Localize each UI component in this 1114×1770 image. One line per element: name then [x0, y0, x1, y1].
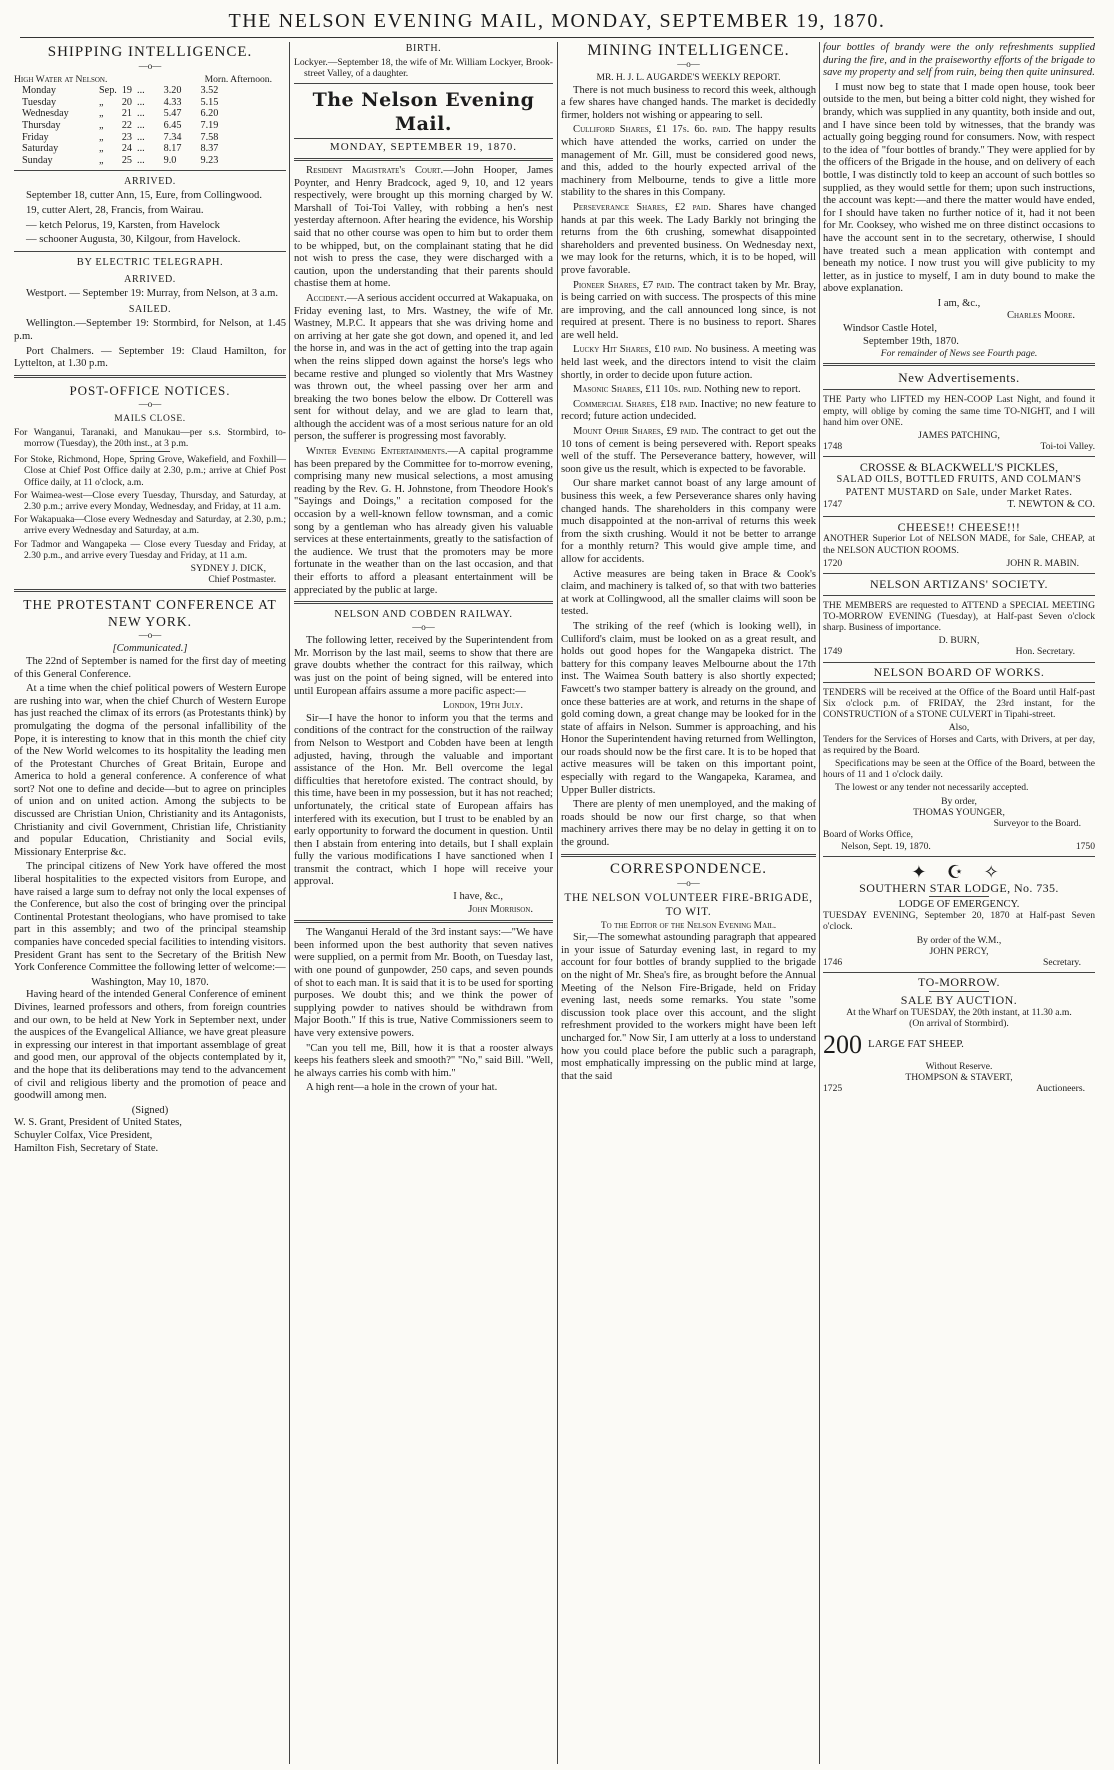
ad-role: Secretary. — [1043, 956, 1081, 968]
tide-cell: 20 — [121, 96, 133, 108]
share-paragraph — [561, 202, 816, 278]
tide-header-left: High Water at Nelson. — [14, 74, 108, 85]
ornament: —o— — [677, 59, 700, 69]
column-rule — [557, 42, 558, 1764]
board-of-works-ad — [823, 664, 1095, 852]
divider — [294, 158, 553, 161]
article-paragraph: Active measures are being taken in Brace & Cook's claim, and machinery is talked of, so that with two batteries at work at Collingwood, all the smaller claims will soon be tested. — [561, 568, 816, 618]
post-office-heading: POST-OFFICE NOTICES. — [69, 382, 231, 398]
ad-number: 1725 — [823, 1083, 843, 1095]
hen-coop-ad — [823, 394, 1095, 452]
article-paragraph: Having heard of the intended General Conference of eminent Divines, learned professors and others, from foreign countries and our own, to be held at New York in September next, under the auspices of the Evangelical Alliance, we have great pleasure in expressing our interest in that important assemblage of great and good men, our approval of the objects contemplated by it, and the hope that its deliberations may tend to the advancement of civil and religious liberty and the promotion of peace and goodwill among men. — [14, 989, 286, 1102]
ad-subheadline: LODGE OF EMERGENCY. — [898, 898, 1020, 910]
article-paragraph: The following letter, received by the Superintendent from Mr. Morrison by the last mail, seems to show that there are grave doubts whether the contract for this railway, which was just on the point of being signed, will be entered into until European affairs assume a more pacific aspect:— — [294, 635, 553, 697]
tide-cell: Sep. — [99, 85, 117, 97]
divider — [294, 920, 553, 923]
tide-cell: 21 — [121, 108, 133, 120]
tide-cell: Sunday — [22, 154, 53, 166]
arrival-entry: 19, cutter Alert, 28, Francis, from Wairau. — [26, 204, 204, 216]
tide-cell: Saturday — [22, 143, 59, 155]
signed-label: (Signed) — [131, 1104, 169, 1116]
article-paragraph: The striking of the reef (which is looking well), in Culliford's claim, must be looked on as a great result, and holds out good hopes for the Wangapeka district. The battery for this company leaves Melbourne about the 17th inst. The Waimea South battery is also shortly expected; Fawcett's two stamper battery is already on the ground, and once these batteries are at work, and returns in the shape of gold coming down, a great change may be looked for in the state of affairs in Nelson. Summer is approaching, and his Honor the Superintendent having returned from Wellington, our roads should now be the first care. It is to be hoped that active measures will be taken on this important point, especially with regard to the Wangapeka, Karamea, and Upper Buller districts. — [561, 620, 816, 796]
divider — [823, 662, 1095, 663]
divider — [823, 972, 1095, 973]
tide-cell: 7.34 — [163, 131, 182, 143]
share-lead: Pioneer Shares, £7 paid. — [573, 279, 675, 291]
letter-signature: Charles Moore. — [1006, 310, 1075, 322]
share-paragraph — [561, 384, 816, 397]
ad-headline: SOUTHERN STAR LODGE, No. 735. — [859, 880, 1059, 895]
nameplate: The Nelson Evening Mail. — [312, 89, 535, 136]
telegraph-entry: Westport. — September 19: Murray, from Nelson, at 3 a.m. — [26, 287, 279, 299]
share-text: Shares have changed hands at par this week. The Lady Barkly not bringing the returns from the 6th crushing, somewhat disappointed shareholders and prevented business. On Wednesday next, we may look for the returns, which, it is to be hoped, will prove favorable. — [561, 201, 816, 276]
letter-paragraph: Sir,—The somewhat astounding paragraph that appeared in your issue of Saturday evening last, in regard to my account for four bottles of brandy supplied to the brigade on the night of Mr. Shea's fire, as brought before the Annual Meeting of the Nelson Fire-Brigade, held on Friday evening last, needs some remarks. You state "some discussion took place over this account, and the slight refreshment provided to the workers might have been left uncharged for." Now Sir, I am utterly at a loss to understand how you could place before the public such a paragraph, most emphatically impressing on the public mind at large, that the said — [561, 932, 816, 1082]
ornament: —o— — [677, 877, 700, 888]
share-paragraph — [561, 124, 816, 200]
ad-signature: JOHN R. MABIN. — [1006, 557, 1079, 569]
signatory: Schuyler Colfax, Vice President, — [14, 1129, 153, 1141]
tide-cell: 3.20 — [163, 85, 182, 97]
divider — [823, 682, 1095, 683]
birth-heading: BIRTH. — [405, 43, 442, 54]
column-rule — [819, 42, 820, 1764]
nameplate-date: MONDAY, SEPTEMBER 19, 1870. — [329, 141, 518, 154]
letter-address: To the Editor of the Nelson Evening Mail. — [600, 920, 777, 931]
correspondence-heading: CORRESPONDENCE. — [609, 860, 768, 877]
communicated-note: [Communicated.] — [112, 643, 188, 655]
sheep-count: 200 — [823, 1029, 862, 1059]
telegraph-entry: Wellington.—September 19: Stormbird, for Nelson, at 1.45 p.m. — [14, 318, 286, 342]
postmaster-role: Chief Postmaster. — [208, 574, 276, 586]
rent-paragraph: A high rent—a hole in the crown of your hat. — [306, 1082, 498, 1094]
ad-signature: THOMAS YOUNGER, — [913, 806, 1005, 818]
divider — [294, 83, 553, 84]
divider — [823, 573, 1095, 574]
tide-cell: Thursday — [22, 119, 61, 131]
share-lead: Mount Ophir Shares, £9 paid. — [573, 426, 699, 438]
tide-header — [14, 74, 286, 85]
signatory: W. S. Grant, President of United States, — [14, 1117, 182, 1129]
divider — [14, 251, 286, 252]
share-lead: Culliford Shares, £1 17s. 6d. paid. — [573, 124, 731, 136]
postmaster-name: SYDNEY J. DICK, — [190, 562, 266, 574]
mail-notice: For Wakapuaka—Close every Wednesday and Saturday, at 2.30, p.m.; arrive every Wednesday and Saturday, at a.m. — [14, 514, 286, 537]
letter-dateline: London, 19th July. — [442, 700, 523, 712]
artizans-ad — [823, 578, 1095, 658]
ad-headline: CHEESE!! CHEESE!!! — [897, 519, 1021, 534]
tide-cell: 22 — [121, 119, 133, 131]
tide-cell: 6.45 — [163, 119, 182, 131]
ad-number: 1750 — [1075, 840, 1095, 852]
tide-row — [22, 97, 223, 109]
tide-row — [22, 120, 223, 132]
letter-paragraph: I must now beg to state that I made open house, took beer outside to the men, but being a bitter cold night, they wished for brandy, which was supplied in any quantity, both inside and out, and I have since been told by witnesses, that the brandy was actually going begging round for consumers. Now, with respect to the idea of "four bottles of brandy." They were applied for by the officers of the Brigade in the house, and on delivery of each bottle, I was distinctly told to keep an account of such bottles so supplied, as they would settle for them; upon such instructions, the account was kept:—and there the matter would have ended, for I should have taken no further notice of it, had it not been for Mr. Cooksey, who wished me on three distinct occasions to have the account sent in to the secretary, otherwise, I should have treated such a mean application with contempt and beneath my notice. I now trust you will give publicity to my letter, as in justice to myself, I am in duty bound to make the above explanation. — [823, 81, 1095, 295]
mail-notice: For Waimea-west—Close every Tuesday, Thursday, and Saturday, at 2.30 p.m.; arrive every Monday, Wednesday, and Friday, at 11 a.m. — [14, 489, 286, 512]
share-paragraph — [561, 344, 816, 382]
ad-address: Board of Works Office, — [823, 829, 913, 841]
tide-cell: 23 — [121, 131, 133, 143]
joke-paragraph: "Can you tell me, Bill, how it is that a rooster always keeps his feathers sleek and smooth?" "No," said Bill. "Well, he always carries his comb with him." — [294, 1042, 553, 1079]
mining-subheading: MR. H. J. L. AUGARDE'S WEEKLY REPORT. — [596, 73, 781, 83]
divider — [294, 601, 553, 604]
divider — [929, 896, 989, 897]
accident-paragraph — [294, 293, 553, 444]
ad-number: 1720 — [823, 557, 843, 569]
ad-text: The lowest or any tender not necessarily accepted. — [835, 782, 1029, 794]
tide-cell: „ — [99, 143, 104, 155]
railway-heading: NELSON AND COBDEN RAILWAY. — [334, 609, 513, 621]
share-lead: Perseverance Shares, £2 paid. — [573, 201, 711, 213]
masonic-emblem-icon: ✦ ☪ ✧ — [911, 861, 1007, 882]
telegraph-entry: Port Chalmers. — September 19: Claud Hamilton, for Lyttelton, at 1.30 p.m. — [14, 345, 286, 370]
letter-dateline: Washington, May 10, 1870. — [91, 976, 209, 988]
divider — [14, 375, 286, 378]
tide-cell: ... — [137, 154, 145, 166]
column-2 — [294, 42, 553, 1764]
court-text: —John Hooper, James Poynter, and Henry Bradcock, aged 9, 10, and 12 years respectively, were brought up this morning charged by W. Marshall of Toi-Toi Valley, with robbing a hen's nest yesterday afternoon. After hearing the evidence, his Worship said that no other course was open to him but to order them to be whipped, but, on the complainant stating that he did not wish to press the case, they were discharged with a caution, upon the understanding that their parents should chastise them at home. — [294, 165, 553, 290]
divider — [294, 138, 553, 139]
tide-cell: ... — [137, 131, 145, 143]
auction-ad — [823, 977, 1095, 1094]
column-3 — [561, 42, 816, 1764]
ad-headline: SALE BY AUCTION. — [900, 993, 1018, 1008]
winter-paragraph — [294, 446, 553, 597]
wanganui-paragraph: The Wanganui Herald of the 3rd instant says:—"We have been informed upon the best authority that seven natives were supplied, on a permit from Mr. Booth, on Tuesday last, with one pound of gunpowder, 250 caps, and seven pounds of shot to each man. It is said that it is to be used for sporting purposes. We doubt this; and we think the power of supplying powder to natives should be withdrawn from Major Booth." If this is true, Native Commissioners seem to have very extensive powers. — [294, 927, 553, 1039]
ad-headline: NELSON ARTIZANS' SOCIETY. — [869, 577, 1049, 592]
divider — [823, 516, 1095, 517]
ad-text: LARGE FAT SHEEP. — [868, 1038, 964, 1051]
article-paragraph: There are plenty of men unemployed, and the making of roads should be now our first charge, so that when machinery arrives there may be no delay in getting it on to the ground. — [561, 799, 816, 849]
ad-place: Toi-toi Valley. — [1040, 441, 1095, 453]
arrival-entry: — ketch Pelorus, 19, Karsten, from Havelock — [26, 219, 220, 231]
ad-text: Tenders for the Services of Horses and Carts, with Drivers, at per day, as required by the Board. — [823, 733, 1095, 756]
ad-role: Surveyor to the Board. — [993, 818, 1081, 830]
letter-close: I have, &c., — [453, 891, 503, 903]
tide-row — [22, 85, 223, 97]
tide-cell: 19 — [121, 85, 133, 97]
column-1 — [14, 42, 286, 1764]
ornament: —o— — [138, 630, 162, 641]
tide-cell: 3.52 — [200, 85, 219, 97]
remainder-note: For remainder of News see Fourth page. — [880, 348, 1038, 360]
ad-text: (On arrival of Stormbird). — [909, 1017, 1009, 1029]
tide-row — [22, 143, 223, 155]
masthead: THE NELSON EVENING MAIL, MONDAY, SEPTEMBER 19, 1870. — [228, 10, 886, 32]
ad-number: 1746 — [823, 956, 843, 968]
ad-headline: CROSSE & BLACKWELL'S PICKLES, — [859, 460, 1059, 475]
winter-lead: Winter Evening Entertainments. — [306, 446, 448, 458]
tide-cell: ... — [137, 85, 145, 97]
tide-cell: „ — [99, 119, 104, 131]
share-paragraph — [561, 426, 816, 476]
ad-text: TUESDAY EVENING, September 20, 1870 at Half-past Seven o'clock. — [823, 910, 1095, 933]
letter-paragraph: four bottles of brandy were the only refreshments supplied during the fire, and in the praiseworthy efforts of the brigade to save my property and self from ruin, being then quite uninsured. — [823, 42, 1095, 79]
ad-signature: D. BURN, — [938, 635, 980, 647]
share-text: Inactive; no new feature to record; future action undecided. — [561, 398, 816, 423]
ad-text: THE Party who LIFTED my HEN-COOP Last Night, and found it empty, will oblige by coming the same time TO-NIGHT, and I will hand him over ONE. — [823, 394, 1095, 428]
arrival-entry: — schooner Augusta, 30, Kilgour, from Havelock. — [26, 234, 241, 246]
letter-address: Windsor Castle Hotel, — [843, 323, 938, 335]
tide-cell: 25 — [121, 154, 133, 166]
tide-cell: Wednesday — [22, 108, 69, 120]
tide-header-right: Morn. Afternoon. — [204, 74, 272, 85]
tide-row — [22, 108, 223, 120]
article-paragraph: Our share market cannot boast of any large amount of business this week, a few Perseverance shares only having changed hands. The shareholders in this company were much disappointed at the non-arrival of returns this week from the sixth crushing. Would it not be better to arrange for a monthly return? This would give ample time, and allow for accidents. — [561, 478, 816, 565]
ad-text: Without Reserve. — [925, 1060, 993, 1072]
ad-text: At the Wharf on TUESDAY, the 20th instant, at 11.30 a.m. — [846, 1006, 1072, 1018]
mining-heading: MINING INTELLIGENCE. — [587, 42, 790, 59]
share-text: The happy results which have attended the works, carried on under the management of Mr. Gill, must be considered good news, and this, added to the hourly expected arrival of the machinery from Melbourne, tends to give a little more stability to the shares in this Company. — [561, 124, 816, 199]
ad-number: 1749 — [823, 646, 843, 658]
share-lead: Masonic Shares, £11 10s. paid. — [573, 384, 702, 396]
tide-cell: 5.15 — [200, 96, 219, 108]
share-text: No business. A meeting was held last week, and the directors intend to visit the claim shortly, in order to decide upon future action. — [561, 344, 816, 381]
article-paragraph: There is not much business to record this week, although a few shares have changed hands. The market is decidedly firmer, holders not wishing or appearing to sell. — [561, 84, 816, 121]
ad-signature: T. NEWTON & CO. — [1007, 499, 1095, 511]
share-paragraph — [561, 399, 816, 424]
tide-table — [22, 85, 223, 166]
ad-signature: JOHN PERCY, — [929, 945, 989, 957]
tide-cell: Tuesday — [22, 96, 57, 108]
divider — [14, 170, 286, 171]
ad-text: Also, — [948, 722, 970, 734]
tide-cell: 7.58 — [200, 131, 219, 143]
tide-cell: 8.17 — [163, 143, 182, 155]
tide-cell: 9.0 — [163, 154, 177, 166]
sailed-heading: SAILED. — [128, 304, 172, 316]
correspondence-subheading: THE NELSON VOLUNTEER FIRE-BRIGADE, TO WIT. — [564, 891, 813, 918]
shipping-heading: SHIPPING INTELLIGENCE. — [47, 44, 253, 60]
mail-notice: For Wanganui, Taranaki, and Manukau—per s.s. Stormbird, to-morrow (Tuesday), the 20th inst., at 3 p.m. — [14, 426, 286, 449]
ads-heading: New Advertisements. — [898, 370, 1020, 386]
mail-notice: For Stoke, Richmond, Hope, Spring Grove, Wakefield, and Foxhill—Close at Chief Post Office daily at 2.30, p.m.; arrive at Chief Post Office daily, at 11 o'clock, a.m. — [14, 454, 286, 488]
mails-close-heading: MAILS CLOSE. — [114, 413, 186, 424]
ornament: —o— — [138, 398, 162, 409]
share-lead: Commercial Shares, £18 paid. — [573, 398, 698, 410]
ad-text: Specifications may be seen at the Office of the Board, between the hours of 11 and 1 o'clock daily. — [823, 758, 1095, 781]
letter-signature: John Morrison. — [468, 903, 533, 915]
column-rule — [289, 42, 290, 1764]
article-paragraph: The principal citizens of New York have offered the most liberal hospitalities to the expected visitors from Europe, and have raised a large sum to defray not only the local expenses of the Conference, but also the cost of bringing over the principal Continental Protestant theologians, who have promised to take part in this assembly; and two of the principal steamship companies have conceded special facilities to intending visitors. President Grant has sent to the Secretary of the British New York Conference Committee the following letter of welcome:— — [14, 861, 286, 974]
ad-signature: JAMES PATCHING, — [918, 430, 1000, 442]
tide-cell: 24 — [121, 143, 133, 155]
court-paragraph — [294, 165, 553, 291]
accident-text: —A serious accident occurred at Wakapuaka, on Friday evening last, to Mrs. Wastney, the wife of Mr. Wastney, M.P.C. It appears that she was driving home and on arriving at her gate she got down, and opened it, and led the horse in, and was in the act of getting into the trap again when the reins slipped down against the horse's legs who became restive and plunged so violently that Mrs Wastney was thrown out, the wheel passing over her arm and breaking the two bones below the elbow. Dr Cotterell was sent for without delay, and we are glad to learn that, although the accident was of a most serious nature for an old person, the sufferer is progressing most favorably. — [294, 292, 553, 443]
arrived-heading: ARRIVED. — [124, 273, 176, 285]
ad-headline: NELSON BOARD OF WORKS. — [873, 664, 1045, 679]
tide-row — [22, 132, 223, 144]
article-paragraph: At a time when the chief political powers of Western Europe are rushing into war, when the chief Church of Western Europe has just reached the climax of its errors (as Protestants think) by promulgating the dogma of the personal infallibility of the Pope, it is interesting to know that in this month the chief city of the New World welcomes to its hospitality the leading men of the Protestant Churches of Great Britain, Europe and America to hold a general conference. A conference of what sort? Not one to define and decide—but to agree on principles of union and on united action. Among the subjects to be discussed are Christian Union, Christianity and its Antagonists, Christianity and civil Government, Christian life, Christianity and popular Education, Christianity and Social evils, Missionary Enterprise &c. — [14, 683, 286, 858]
tide-cell: ... — [137, 119, 145, 131]
divider — [561, 854, 816, 857]
article-paragraph: Sir—I have the honor to inform you that the terms and conditions of the contract for the construction of the railway from Nelson to Westport and Cobden have been at length adjusted, having, through the valuable and important assistance of the Hon. Mr. Bell overcome the legal difficulties that heretofore existed. The contract should, by this time, have been in my possession, but it has not reached; unfortunately, the critical state of European affairs has interfered with its execution, but I trust to be enabled by an early opportunity to forward the document in question. Until then I abstain from entering into details, but I shall explain fully the various modifications I have sanctioned when I transmit the contract, which I hope will receive your approval. — [294, 712, 553, 888]
tide-cell: 4.33 — [163, 96, 182, 108]
arrival-entry: September 18, cutter Ann, 15, Eure, from Collingwood. — [26, 190, 262, 202]
ad-text: THE MEMBERS are requested to ATTEND a SPECIAL MEETING TO-MORROW EVENING (Tuesday), at Half-past Seven o'clock sharp. Business of importance. — [823, 599, 1095, 634]
divider — [130, 451, 170, 452]
ad-headline: TO-MORROW. — [917, 975, 1000, 990]
tide-cell: 6.20 — [200, 108, 219, 120]
share-text: Nothing new to report. — [701, 384, 801, 396]
signatory: Hamilton Fish, Secretary of State. — [14, 1142, 159, 1154]
tide-cell: ... — [137, 108, 145, 120]
ad-date: Nelson, Sept. 19, 1870. — [841, 840, 931, 852]
share-lead: Lucky Hit Shares, £10 paid. — [573, 344, 692, 356]
birth-notice: Lockyer.—September 18, the wife of Mr. William Lockyer, Brook-street Valley, of a daughter. — [294, 57, 553, 80]
tide-cell: 5.47 — [163, 108, 182, 120]
ornament: —o— — [412, 622, 435, 633]
letter-close: I am, &c., — [937, 297, 981, 309]
divider — [823, 595, 1095, 596]
accident-lead: Accident. — [306, 292, 347, 304]
share-paragraph — [561, 280, 816, 343]
masthead-rule — [20, 37, 1094, 38]
tide-cell: 8.37 — [200, 143, 219, 155]
ad-text: By order, — [941, 795, 977, 807]
ad-role: Auctioneers. — [1036, 1083, 1085, 1095]
tide-cell: Monday — [22, 85, 56, 97]
tide-cell: „ — [99, 96, 104, 108]
divider — [823, 389, 1095, 390]
tide-cell: „ — [99, 131, 104, 143]
article-paragraph: The 22nd of September is named for the first day of meeting of this General Conference. — [14, 655, 286, 680]
court-lead: Resident Magistrate's Court. — [306, 165, 444, 176]
ad-number: 1747 — [823, 499, 843, 511]
pickles-ad — [823, 461, 1095, 511]
cheese-ad — [823, 521, 1095, 569]
mail-notice: For Tadmor and Wangapeka — Close every Tuesday and Friday, at 2.30 p.m., and arrive every Tuesday and Friday, at 11 a.m. — [14, 538, 286, 561]
tide-cell: „ — [99, 154, 104, 166]
ad-signature: THOMPSON & STAVERT, — [905, 1072, 1013, 1084]
ad-text: SALAD OILS, BOTTLED FRUITS, AND COLMAN'S PATENT MUSTARD on Sale, under Market Rates. — [836, 474, 1082, 498]
ad-role: Hon. Secretary. — [1015, 646, 1075, 658]
lodge-ad — [823, 861, 1095, 968]
tide-cell: 7.19 — [200, 119, 219, 131]
tide-cell: 9.23 — [200, 154, 219, 166]
tide-cell: Friday — [22, 131, 49, 143]
divider — [823, 856, 1095, 857]
tide-row — [22, 155, 223, 167]
column-4 — [823, 42, 1095, 1764]
divider — [929, 991, 989, 992]
ad-text: ANOTHER Superior Lot of NELSON MADE, for Sale, CHEAP, at the NELSON AUCTION ROOMS. — [823, 533, 1095, 556]
winter-text: —A capital programme has been prepared by the Committee for to-morrow evening, comprising many new musical selections, a most amusing reading by the Rev. G. H. Johnstone, from Theodore Hook's "Sayings and Doings," a recitation composed for the occasion by a well-known fellow townsman, and a comic song by a gentleman who has already given his valuable services at these entertainments, greatly to the satisfaction of the audience. We trust that the promoters may be more fortunate in the weather than on the last occasion, and that their efforts to afford a pleasant entertainment will be appreciated by the public at large. — [294, 446, 553, 596]
telegraph-heading: BY ELECTRIC TELEGRAPH. — [76, 256, 224, 268]
protestant-heading: THE PROTESTANT CONFERENCE AT NEW YORK. — [23, 597, 277, 630]
ad-number: 1748 — [823, 441, 843, 453]
divider — [823, 363, 1095, 366]
letter-date: September 19th, 1870. — [863, 335, 959, 347]
share-text: The contract taken by Mr. Bray, is being carried on with success. The prospects of this mine are improving, and the call announced long since, is not required at present. There is no business to report. Shares are well held. — [561, 279, 816, 341]
arrived-heading: ARRIVED. — [124, 176, 176, 188]
ad-text: TENDERS will be received at the Office of the Board until Half-past Six o'clock p.m. of FRIDAY, the 23rd instant, for the CONSTRUCTION of a STONE CULVERT in Tipahi-street. — [823, 686, 1095, 721]
divider — [823, 456, 1095, 457]
divider — [14, 589, 286, 592]
share-text: The contract to get out the 10 tons of cement is being persevered with. Report speaks well of the stuff. The Perseverance battery, however, will soon give us the result, which is expected to be favorable. — [561, 426, 816, 475]
ornament: —o— — [138, 61, 162, 71]
tide-cell: „ — [99, 108, 104, 120]
tide-cell: ... — [137, 143, 145, 155]
tide-cell: ... — [137, 96, 145, 108]
ad-text: By order of the W.M., — [916, 934, 1002, 946]
